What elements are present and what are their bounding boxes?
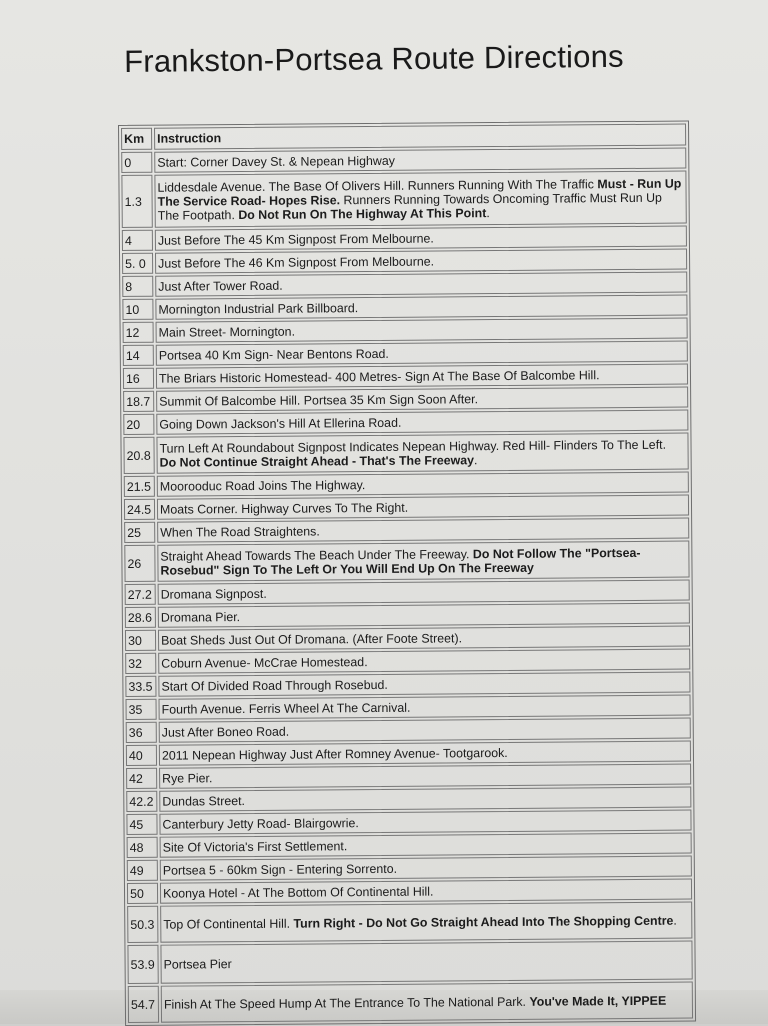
- instruction-text: Boat Sheds Just Out Of Dromana. (After Foote Street).: [160, 630, 463, 648]
- instruction-cell: [159, 810, 691, 835]
- table-row: [126, 741, 691, 766]
- route-directions-table: [118, 121, 696, 1026]
- table-row: [127, 856, 692, 881]
- km-cell: 54.7: [128, 986, 159, 1023]
- instruction-text: Koonya Hotel - At The Bottom Of Continental Hill.: [162, 884, 434, 901]
- table-row: [125, 649, 690, 674]
- instruction-text: Coburn Avenue- McCrae Homestead.: [161, 654, 368, 671]
- instruction-text: Dromana Signpost.: [160, 586, 267, 602]
- km-cell: 50.3: [127, 906, 158, 943]
- table-row: [126, 718, 691, 743]
- instruction-text: .: [473, 452, 478, 467]
- table-row: [123, 433, 688, 474]
- km-cell: 25: [124, 522, 155, 543]
- instruction-text: The Briars Historic Homestead- 400 Metres- Sign At The Base Of Balcombe Hill.: [158, 367, 600, 386]
- instruction-cell: [156, 364, 688, 389]
- instruction-text: Portsea Pier: [163, 956, 232, 972]
- instruction-cell: [156, 341, 688, 366]
- instruction-cell: [155, 295, 687, 320]
- instruction-cell: [160, 941, 692, 984]
- instruction-emphasis-text: Turn Right - Do Not Go Straight Ahead Into The Shopping Centre: [293, 913, 674, 931]
- instruction-text: Main Street- Mornington.: [158, 324, 296, 340]
- table-row: [121, 171, 686, 228]
- km-cell: 18.7: [123, 391, 154, 412]
- km-cell: 40: [126, 745, 157, 766]
- instruction-text: Portsea 5 - 60km Sign - Entering Sorrento.: [162, 861, 398, 878]
- instruction-cell: [160, 833, 692, 858]
- instruction-cell: [156, 433, 688, 474]
- table-row: [124, 495, 689, 520]
- km-cell: 16: [123, 368, 154, 389]
- table-row: [128, 982, 693, 1023]
- instruction-text: .: [486, 205, 490, 220]
- instruction-cell: [157, 495, 689, 520]
- km-cell: 30: [125, 630, 156, 651]
- instruction-text: Just Before The 46 Km Signpost From Melbourne.: [158, 254, 435, 271]
- instruction-cell: [157, 541, 689, 582]
- km-cell: 20: [123, 414, 154, 435]
- instruction-text: Runners Running Towards Oncoming Traffic Must Run Up The Footpath.: [157, 190, 662, 223]
- table-row: [122, 295, 687, 320]
- instruction-cell: [157, 472, 689, 497]
- km-cell: 50: [127, 883, 158, 904]
- km-cell: 10: [122, 299, 153, 320]
- table-row: [127, 941, 692, 984]
- km-cell: 27.2: [125, 584, 156, 605]
- instruction-column-header: Instruction: [154, 124, 686, 150]
- instruction-text: Fourth Avenue. Ferris Wheel At The Carnival.: [161, 700, 411, 717]
- instruction-cell: [159, 787, 691, 812]
- instruction-cell: [160, 879, 692, 904]
- instruction-cell: [156, 410, 688, 435]
- instruction-text: .: [673, 913, 677, 928]
- instruction-cell: [155, 226, 687, 251]
- km-cell: 5. 0: [122, 253, 153, 274]
- km-cell: 24.5: [124, 499, 155, 520]
- km-column-header: Km: [121, 128, 152, 150]
- table-header-row: [121, 124, 686, 150]
- table-row: [125, 672, 690, 697]
- km-cell: 33.5: [125, 676, 156, 697]
- table-row: [122, 226, 687, 251]
- km-cell: 42: [126, 768, 157, 789]
- instruction-text: Liddesdale Avenue. The Base Of Olivers Hill. Runners Running With The Traffic: [157, 176, 598, 195]
- table-row: [126, 787, 691, 812]
- instruction-text: Going Down Jackson's Hill At Ellerina Road.: [159, 415, 402, 432]
- instruction-cell: [154, 171, 686, 228]
- km-cell: 26: [124, 545, 155, 582]
- instruction-text: Just After Boneo Road.: [161, 724, 290, 740]
- instruction-emphasis-text: Do Not Continue Straight Ahead - That's The Freeway: [159, 452, 475, 470]
- instruction-text: Canterbury Jetty Road- Blairgowrie.: [162, 815, 359, 832]
- instruction-text: Mornington Industrial Park Billboard.: [158, 300, 359, 317]
- instruction-text: Dundas Street.: [162, 793, 246, 809]
- instruction-cell: [157, 518, 689, 543]
- table-body: [121, 148, 693, 1023]
- table-row: [125, 626, 690, 651]
- instruction-emphasis-text: Must - Run Up The Service Road- Hopes Rise.: [157, 176, 682, 209]
- instruction-cell: [159, 695, 691, 720]
- km-cell: 4: [122, 230, 153, 251]
- table-row: [124, 472, 689, 497]
- instruction-cell: [159, 764, 691, 789]
- table-row: [127, 879, 692, 904]
- km-cell: 49: [127, 860, 158, 881]
- instruction-text: Moats Corner. Highway Curves To The Right.: [159, 500, 409, 517]
- km-cell: 12: [123, 322, 154, 343]
- table-row: [125, 580, 690, 605]
- instruction-text: Straight Ahead Towards The Beach Under The Freeway.: [160, 546, 473, 564]
- instruction-cell: [154, 148, 686, 173]
- table-row: [126, 764, 691, 789]
- instruction-text: Rye Pier.: [162, 770, 213, 786]
- page-title: Frankston-Portsea Route Directions: [124, 38, 624, 79]
- km-cell: 8: [122, 276, 153, 297]
- instruction-text: Summit Of Balcombe Hill. Portsea 35 Km Sign Soon After.: [159, 391, 479, 409]
- instruction-cell: [158, 649, 690, 674]
- km-cell: 32: [125, 653, 156, 674]
- km-cell: 48: [127, 837, 158, 858]
- instruction-cell: [158, 626, 690, 651]
- km-cell: 1.3: [121, 175, 152, 228]
- route-table-container: [118, 121, 696, 1026]
- table-row: [123, 387, 688, 412]
- instruction-cell: [156, 318, 688, 343]
- instruction-text: When The Road Straightens.: [160, 523, 320, 540]
- table-row: [126, 695, 691, 720]
- instruction-emphasis-text: Do Not Run On The Highway At This Point: [238, 205, 487, 222]
- km-cell: 28.6: [125, 607, 156, 628]
- instruction-text: Turn Left At Roundabout Signpost Indicates Nepean Highway. Red Hill- Flinders To The Left.: [159, 437, 667, 456]
- km-cell: 42.2: [126, 791, 157, 812]
- instruction-cell: [155, 249, 687, 274]
- table-row: [122, 272, 687, 297]
- instruction-text: Start Of Divided Road Through Rosebud.: [161, 677, 388, 694]
- instruction-text: Just After Tower Road.: [158, 278, 283, 294]
- table-row: [125, 603, 690, 628]
- km-cell: 45: [126, 814, 157, 835]
- table-row: [123, 364, 688, 389]
- km-cell: 21.5: [124, 476, 155, 497]
- km-cell: 20.8: [123, 437, 154, 474]
- table-row: [121, 148, 686, 173]
- table-row: [122, 249, 687, 274]
- instruction-cell: [159, 741, 691, 766]
- instruction-text: Start: Corner Davey St. & Nepean Highway: [157, 153, 395, 170]
- instruction-text: Moorooduc Road Joins The Highway.: [159, 477, 366, 494]
- instruction-cell: [158, 580, 690, 605]
- instruction-cell: [159, 718, 691, 743]
- instruction-emphasis-text: Do Not Follow The "Portsea-Rosebud" Sign To The Left Or You Will End Up On The Freeway: [160, 545, 641, 578]
- instruction-cell: [161, 982, 693, 1023]
- instruction-text: Dromana Pier.: [160, 609, 241, 625]
- table-row: [123, 410, 688, 435]
- table-row: [127, 833, 692, 858]
- km-cell: 53.9: [127, 945, 158, 984]
- km-cell: 36: [126, 722, 157, 743]
- km-cell: 0: [121, 152, 152, 173]
- instruction-emphasis-text: You've Made It, YIPPEE: [529, 993, 667, 1009]
- table-row: [126, 810, 691, 835]
- instruction-cell: [160, 856, 692, 881]
- table-row: [123, 318, 688, 343]
- instruction-text: 2011 Nepean Highway Just After Romney Avenue- Tootgarook.: [161, 745, 508, 763]
- instruction-text: Just Before The 45 Km Signpost From Melbourne.: [157, 231, 434, 248]
- instruction-cell: [160, 902, 692, 943]
- km-cell: 35: [126, 699, 157, 720]
- table-row: [124, 541, 689, 582]
- instruction-text: Portsea 40 Km Sign- Near Bentons Road.: [158, 346, 389, 363]
- instruction-text: Top Of Continental Hill.: [163, 916, 294, 932]
- instruction-cell: [158, 603, 690, 628]
- instruction-text: Site Of Victoria's First Settlement.: [162, 838, 348, 855]
- table-row: [123, 341, 688, 366]
- instruction-cell: [156, 387, 688, 412]
- instruction-text: Finish At The Speed Hump At The Entrance To The National Park.: [163, 994, 530, 1012]
- instruction-cell: [155, 272, 687, 297]
- km-cell: 14: [123, 345, 154, 366]
- instruction-cell: [158, 672, 690, 697]
- table-row: [127, 902, 692, 943]
- table-row: [124, 518, 689, 543]
